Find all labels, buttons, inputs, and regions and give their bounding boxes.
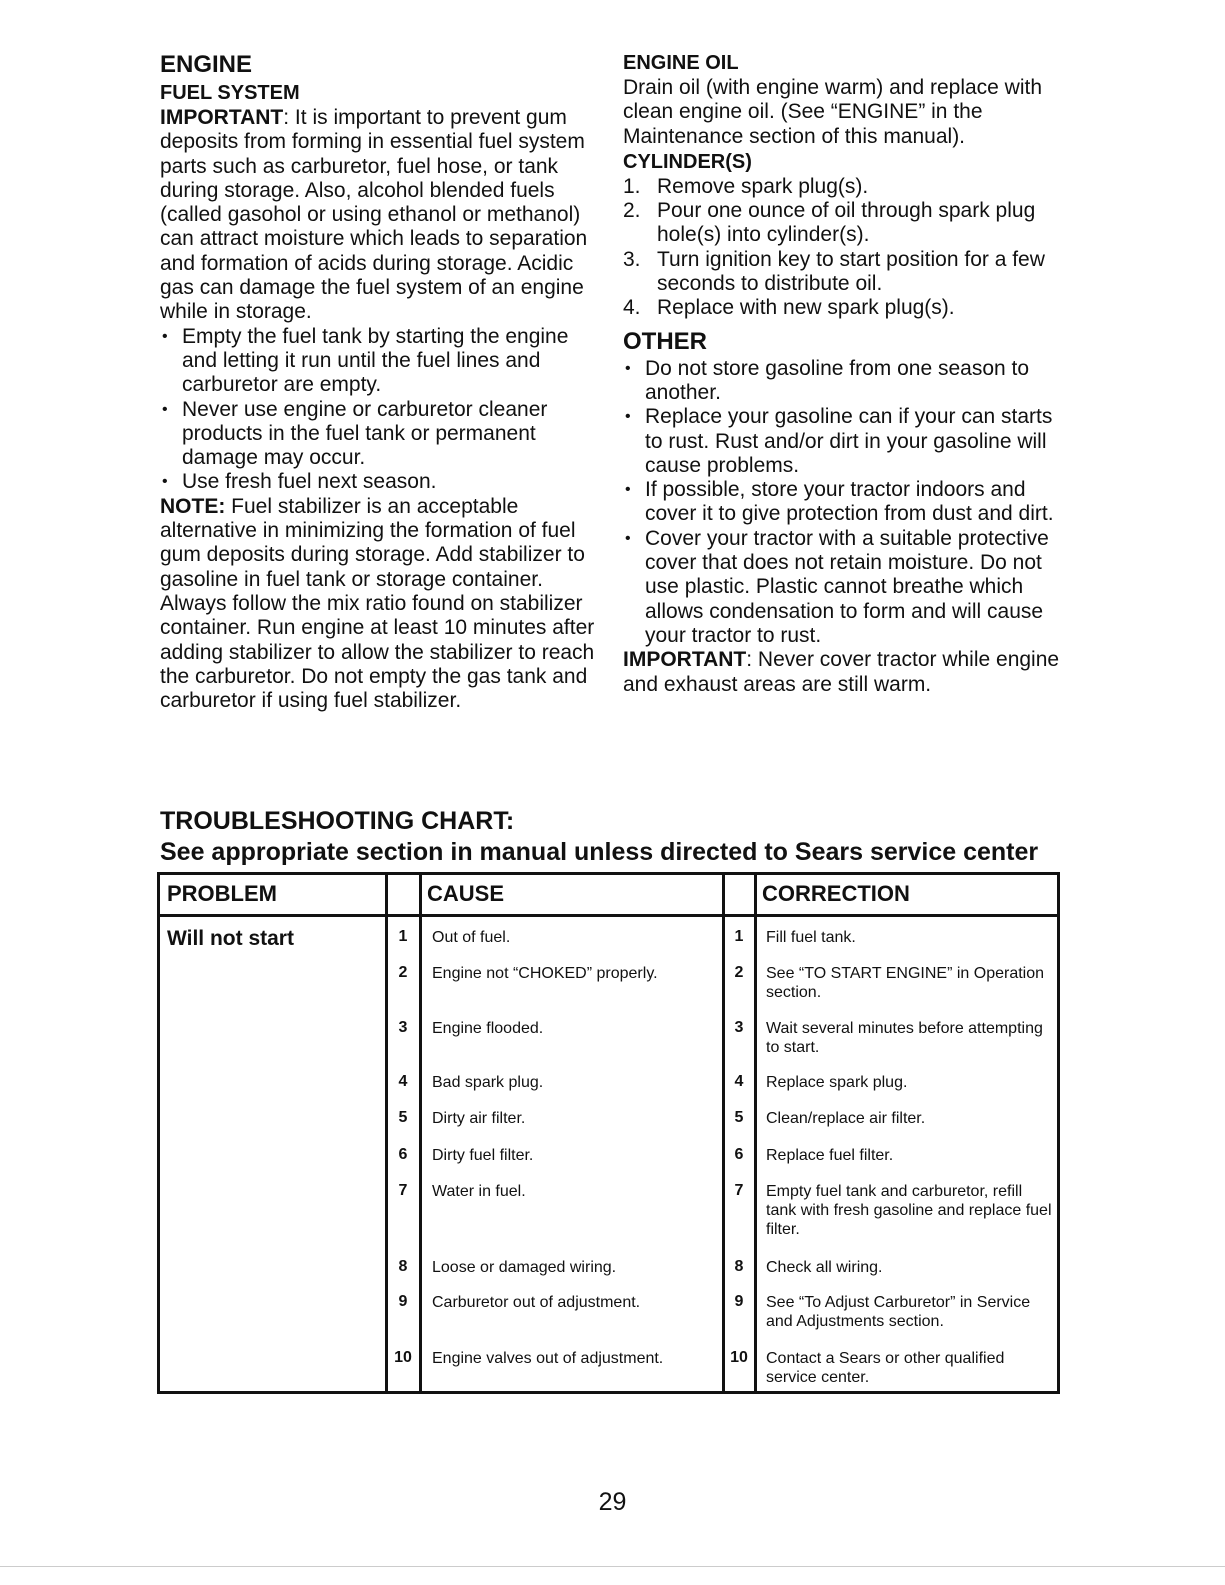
correction-cell: Check all wiring. xyxy=(766,1259,883,1276)
troubleshooting-table xyxy=(157,872,1060,1394)
column-divider xyxy=(385,875,388,1391)
right-column xyxy=(623,50,1068,697)
engine-heading: ENGINE xyxy=(160,51,253,78)
correction-number: 9 xyxy=(734,1293,744,1310)
column-divider xyxy=(754,875,757,1391)
correction-cell: Replace spark plug. xyxy=(766,1074,908,1091)
cause-number: 10 xyxy=(394,1349,412,1366)
cylinders-heading: CYLINDER(S) xyxy=(623,150,752,173)
step-number: 4. xyxy=(623,296,641,320)
other-heading: OTHER xyxy=(623,327,707,355)
troubleshooting-heading-block xyxy=(160,806,1065,868)
page-number: 29 xyxy=(598,1488,627,1516)
correction-cell: Clean/replace air filter. xyxy=(766,1110,926,1127)
cause-cell: Bad spark plug. xyxy=(432,1074,544,1091)
cause-cell: Dirty fuel filter. xyxy=(432,1147,534,1164)
step-text: Turn ignition key to start position for a few seconds to distribute oil. xyxy=(657,247,1045,296)
correction-number: 7 xyxy=(734,1182,744,1199)
cause-number: 6 xyxy=(398,1146,408,1163)
cause-cell: Engine not “CHOKED” properly. xyxy=(432,965,658,982)
engine-oil-paragraph: Drain oil (with engine warm) and replace with clean engine oil. (See “ENGINE” in the Maintenance section of this manual). xyxy=(623,76,1043,148)
important-label: IMPORTANT xyxy=(160,106,284,129)
cause-cell: Dirty air filter. xyxy=(432,1110,526,1127)
list-item xyxy=(623,296,1068,320)
fuel-important-paragraph xyxy=(160,106,600,325)
storage-important-paragraph xyxy=(623,648,1068,697)
list-item: • Do not store gasoline from one season to another. xyxy=(623,357,1068,406)
cause-cell: Carburetor out of adjustment. xyxy=(432,1294,641,1311)
list-item: • Use fresh fuel next season. xyxy=(160,470,600,494)
list-item: • If possible, store your tractor indoors and cover it to give protection from dust and dirt. xyxy=(623,478,1068,527)
list-item: • Cover your tractor with a suitable protective cover that does not retain moisture. Do not use plastic. Plastic cannot breathe which allows condensation to form and will cause your tractor to rust. xyxy=(623,527,1068,648)
table-header-row xyxy=(160,875,1057,917)
cause-number: 2 xyxy=(398,964,408,981)
note-label: NOTE: xyxy=(160,494,226,518)
correction-number: 6 xyxy=(734,1146,744,1163)
correction-number: 3 xyxy=(734,1019,744,1036)
cause-number: 8 xyxy=(398,1258,408,1275)
important-label: IMPORTANT xyxy=(623,648,747,672)
list-item: • Never use engine or carburetor cleaner products in the fuel tank or permanent damage may occur. xyxy=(160,398,600,471)
cause-cell: Out of fuel. xyxy=(432,929,511,946)
step-number: 3. xyxy=(623,247,641,271)
fuel-system-heading: FUEL SYSTEM xyxy=(160,82,300,104)
cause-number: 5 xyxy=(398,1109,408,1126)
list-item: • Replace your gasoline can if your can starts to rust. Rust and/or dirt in your gasoline will cause problems. xyxy=(623,405,1068,478)
correction-cell: See “TO START ENGINE” in Operation section. xyxy=(766,965,1045,1001)
problem-column-header: PROBLEM xyxy=(167,881,277,906)
step-number: 2. xyxy=(623,199,641,223)
important-text: : Never cover tractor while engine and exhaust areas are still warm. xyxy=(623,648,1060,696)
cause-number: 7 xyxy=(398,1182,408,1199)
column-divider xyxy=(419,875,422,1391)
correction-number: 1 xyxy=(734,928,744,945)
correction-cell: Fill fuel tank. xyxy=(766,929,856,946)
left-column xyxy=(160,50,600,713)
cause-column-header: CAUSE xyxy=(427,881,505,906)
fuel-bullet-list xyxy=(160,325,600,495)
step-number: 1. xyxy=(623,174,641,198)
cause-cell: Loose or damaged wiring. xyxy=(432,1259,617,1276)
problem-cell: Will not start xyxy=(167,927,294,950)
note-text: Fuel stabilizer is an acceptable alternative in minimizing the formation of fuel gum deposits during storage. Add stabilizer to gasoline in fuel tank or storage container. Always follow the mix ratio found on stabilizer container. Run engine at least 10 minutes after adding stabilizer to allow the stabilizer to reach the carburetor. Do not empty the gas tank and carburetor if using fuel stabilizer. xyxy=(160,494,595,713)
correction-number: 10 xyxy=(730,1349,748,1366)
cause-number: 3 xyxy=(398,1019,408,1036)
correction-cell: Contact a Sears or other qualified service center. xyxy=(766,1350,1005,1386)
cause-number: 4 xyxy=(398,1073,408,1090)
cause-cell: Water in fuel. xyxy=(432,1183,526,1200)
troubleshooting-title: TROUBLESHOOTING CHART: xyxy=(160,807,515,835)
list-item xyxy=(623,248,1068,297)
correction-number: 4 xyxy=(734,1073,744,1090)
step-text: Pour one ounce of oil through spark plug hole(s) into cylinder(s). xyxy=(657,199,1036,247)
correction-cell: Empty fuel tank and carburetor, refill tank with fresh gasoline and replace fuel filter. xyxy=(766,1183,1052,1238)
step-text: Remove spark plug(s). xyxy=(657,174,869,198)
cause-number: 9 xyxy=(398,1293,408,1310)
cause-cell: Engine valves out of adjustment. xyxy=(432,1350,664,1367)
list-item: • Empty the fuel tank by starting the engine and letting it run until the fuel lines and carburetor are empty. xyxy=(160,325,600,398)
note-paragraph xyxy=(160,495,600,714)
other-bullet-list xyxy=(623,357,1068,649)
correction-cell: See “To Adjust Carburetor” in Service and Adjustments section. xyxy=(766,1294,1031,1330)
cylinder-steps-list xyxy=(623,175,1068,321)
correction-cell: Wait several minutes before attempting to start. xyxy=(766,1020,1043,1056)
important-text: : It is important to prevent gum deposits from forming in essential fuel system parts such as carburetor, fuel hose, or tank during storage. Also, alcohol blended fuels (called gasohol or using ethanol or methanol) can attract moisture which leads to separation and formation of acids during storage. Acidic gas can damage the fuel system of an engine while in storage. xyxy=(160,106,588,324)
bottom-rule xyxy=(0,1566,1225,1567)
list-item xyxy=(623,199,1068,248)
engine-oil-heading: ENGINE OIL xyxy=(623,52,739,74)
correction-number: 5 xyxy=(734,1109,744,1126)
troubleshooting-subtitle: See appropriate section in manual unless directed to Sears service center xyxy=(160,838,1039,866)
correction-number: 8 xyxy=(734,1258,744,1275)
cause-cell: Engine flooded. xyxy=(432,1020,544,1037)
cause-number: 1 xyxy=(398,928,408,945)
correction-cell: Replace fuel filter. xyxy=(766,1147,894,1164)
list-item xyxy=(623,175,1068,199)
step-text: Replace with new spark plug(s). xyxy=(657,296,955,320)
correction-column-header: CORRECTION xyxy=(762,881,910,906)
correction-number: 2 xyxy=(734,964,744,981)
column-divider xyxy=(722,875,725,1391)
